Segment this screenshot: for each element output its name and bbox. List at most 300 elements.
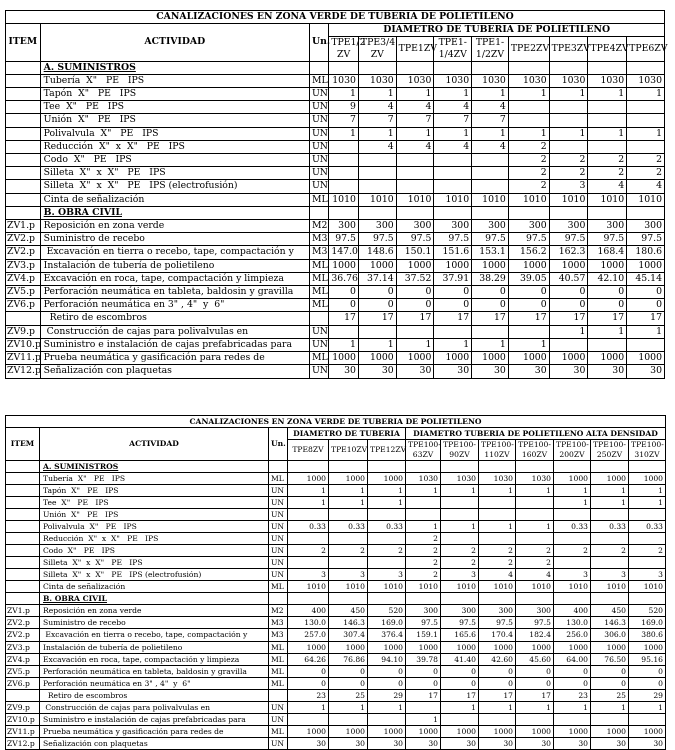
quantity-cell bbox=[472, 167, 509, 180]
quantity-cell: 300 bbox=[549, 220, 588, 233]
quantity-cell: 1010 bbox=[508, 193, 549, 206]
activity-desc: Cinta de señalización bbox=[40, 581, 269, 593]
quantity-cell: 0 bbox=[288, 665, 329, 677]
quantity-cell bbox=[516, 496, 554, 508]
quantity-cell: 1000 bbox=[554, 725, 591, 737]
quantity-cell: 17 bbox=[516, 689, 554, 701]
quantity-cell bbox=[406, 701, 441, 713]
quantity-cell: 41.40 bbox=[441, 653, 479, 665]
column-header: TPE12ZV bbox=[368, 440, 406, 461]
quantity-cell bbox=[441, 713, 479, 725]
quantity-cell: 30 bbox=[288, 737, 329, 749]
diameter-group-header: DIAMETRO DE TUBERIA bbox=[288, 428, 406, 440]
quantity-cell: 17 bbox=[406, 689, 441, 701]
quantity-cell: 64.26 bbox=[288, 653, 329, 665]
quantity-cell: 2 bbox=[441, 545, 479, 557]
table-row bbox=[6, 246, 665, 259]
table-row bbox=[6, 101, 665, 114]
quantity-cell: 45.14 bbox=[627, 272, 665, 285]
quantity-cell bbox=[554, 460, 591, 472]
table-row bbox=[6, 629, 666, 641]
quantity-cell: 1000 bbox=[329, 472, 368, 484]
quantity-cell: 0 bbox=[549, 299, 588, 312]
quantity-cell bbox=[329, 180, 359, 193]
quantity-cell: 1 bbox=[627, 88, 665, 101]
item-code bbox=[6, 521, 40, 533]
unit-cell: UN bbox=[269, 533, 288, 545]
quantity-cell: 30 bbox=[554, 737, 591, 749]
quantity-cell: 1000 bbox=[479, 641, 516, 653]
quantity-cell: 2 bbox=[508, 167, 549, 180]
quantity-cell: 30 bbox=[329, 737, 368, 749]
quantity-cell bbox=[368, 509, 406, 521]
table-row bbox=[6, 557, 666, 569]
quantity-cell: 180.6 bbox=[627, 246, 665, 259]
quantity-cell: 25 bbox=[591, 689, 629, 701]
quantity-cell: 1010 bbox=[627, 193, 665, 206]
quantity-cell bbox=[588, 338, 627, 351]
item-code: ZV2.p bbox=[6, 233, 41, 246]
quantity-cell bbox=[479, 713, 516, 725]
quantity-cell: 1 bbox=[549, 325, 588, 338]
table-row bbox=[6, 545, 666, 557]
quantity-cell: 380.6 bbox=[629, 629, 666, 641]
quantity-cell: 1 bbox=[368, 496, 406, 508]
quantity-cell bbox=[358, 325, 396, 338]
quantity-cell: 97.5 bbox=[508, 233, 549, 246]
quantity-cell: 1 bbox=[441, 701, 479, 713]
quantity-cell: 1 bbox=[288, 701, 329, 713]
table-row bbox=[6, 472, 666, 484]
quantity-cell: 36.76 bbox=[329, 272, 359, 285]
table-title: CANALIZACIONES EN ZONA VERDE DE TUBERIA DE POLIETILENO bbox=[6, 11, 665, 24]
quantity-cell: 2 bbox=[508, 180, 549, 193]
quantity-cell bbox=[329, 533, 368, 545]
quantity-cell: 0 bbox=[288, 677, 329, 689]
quantity-cell: 306.0 bbox=[591, 629, 629, 641]
quantity-cell: 1 bbox=[472, 338, 509, 351]
quantity-cell: 4 bbox=[434, 140, 472, 153]
quantity-cell bbox=[406, 496, 441, 508]
quantity-cell: 130.0 bbox=[554, 617, 591, 629]
table-row bbox=[6, 140, 665, 153]
quantity-cell: 300 bbox=[358, 220, 396, 233]
quantity-cell: 2 bbox=[406, 569, 441, 581]
quantity-cell: 1010 bbox=[396, 193, 434, 206]
quantity-cell: 2 bbox=[406, 545, 441, 557]
quantity-cell bbox=[591, 593, 629, 605]
unit-cell: UN bbox=[309, 114, 328, 127]
unit-cell: M3 bbox=[309, 246, 328, 259]
unit-cell: ML bbox=[309, 352, 328, 365]
quantity-cell: 1000 bbox=[406, 641, 441, 653]
quantity-cell bbox=[554, 509, 591, 521]
unit-cell: ML bbox=[269, 725, 288, 737]
unit-cell bbox=[309, 312, 328, 325]
column-header: TPE1- 1/4ZV bbox=[434, 37, 472, 61]
unit-cell bbox=[269, 689, 288, 701]
quantity-cell bbox=[288, 713, 329, 725]
quantity-cell: 17 bbox=[588, 312, 627, 325]
quantity-cell: 1030 bbox=[406, 472, 441, 484]
quantity-cell: 30 bbox=[434, 365, 472, 378]
quantity-cell: 1000 bbox=[368, 641, 406, 653]
quantity-cell: 1 bbox=[329, 338, 359, 351]
quantity-cell: 1 bbox=[329, 701, 368, 713]
table-row bbox=[6, 713, 666, 725]
unit-header: Un. bbox=[309, 24, 328, 61]
quantity-cell: 1000 bbox=[549, 352, 588, 365]
quantity-cell bbox=[441, 509, 479, 521]
quantity-cell: 1 bbox=[554, 484, 591, 496]
quantity-cell: 2 bbox=[368, 545, 406, 557]
quantity-cell: 147.0 bbox=[329, 246, 359, 259]
quantity-cell: 1 bbox=[441, 521, 479, 533]
quantity-cell bbox=[479, 533, 516, 545]
quantity-cell: 1010 bbox=[329, 581, 368, 593]
activity-desc: Suministro de recebo bbox=[40, 617, 269, 629]
quantity-cell bbox=[588, 101, 627, 114]
quantity-cell bbox=[479, 496, 516, 508]
table-row bbox=[6, 154, 665, 167]
table-row bbox=[6, 617, 666, 629]
quantity-cell: 0.33 bbox=[329, 521, 368, 533]
quantity-cell: 450 bbox=[591, 605, 629, 617]
quantity-cell bbox=[549, 338, 588, 351]
activity-desc: Perforación neumática en 3" , 4" y 6" bbox=[40, 677, 269, 689]
table-row bbox=[6, 725, 666, 737]
quantity-cell bbox=[508, 101, 549, 114]
quantity-cell: 1010 bbox=[434, 193, 472, 206]
quantity-cell: 1 bbox=[479, 484, 516, 496]
quantity-cell: 39.78 bbox=[406, 653, 441, 665]
activity-desc: Perforación neumática en tableta, baldosin y gravilla bbox=[40, 665, 269, 677]
quantity-cell: 300 bbox=[588, 220, 627, 233]
quantity-cell: 1 bbox=[396, 127, 434, 140]
quantity-cell: 30 bbox=[516, 737, 554, 749]
quantity-cell: 1 bbox=[329, 496, 368, 508]
quantity-cell: 300 bbox=[396, 220, 434, 233]
quantity-cell: 1000 bbox=[368, 472, 406, 484]
quantity-cell: 97.5 bbox=[358, 233, 396, 246]
quantity-cell: 2 bbox=[406, 557, 441, 569]
unit-cell: UN bbox=[269, 521, 288, 533]
quantity-cell: 2 bbox=[479, 557, 516, 569]
quantity-cell: 30 bbox=[591, 737, 629, 749]
quantity-cell bbox=[472, 61, 509, 74]
table-row bbox=[6, 272, 665, 285]
quantity-cell: 1 bbox=[591, 484, 629, 496]
quantity-cell: 1000 bbox=[329, 641, 368, 653]
quantity-cell: 4 bbox=[434, 101, 472, 114]
quantity-cell: 0 bbox=[329, 286, 359, 299]
quantity-cell: 97.5 bbox=[441, 617, 479, 629]
quantity-cell bbox=[627, 61, 665, 74]
quantity-cell: 0 bbox=[441, 677, 479, 689]
quantity-cell bbox=[479, 460, 516, 472]
quantity-cell bbox=[472, 180, 509, 193]
quantity-cell: 0.33 bbox=[368, 521, 406, 533]
activity-desc: Excavación en tierra o recebo, tape, compactación y bbox=[40, 629, 269, 641]
quantity-cell: 2 bbox=[591, 545, 629, 557]
quantity-cell: 17 bbox=[627, 312, 665, 325]
quantity-cell: 182.4 bbox=[516, 629, 554, 641]
column-header: TPE1/2 ZV bbox=[329, 37, 359, 61]
quantity-cell: 4 bbox=[588, 180, 627, 193]
item-code: ZV3.p bbox=[6, 259, 41, 272]
quantity-cell: 307.4 bbox=[329, 629, 368, 641]
quantity-cell: 300 bbox=[406, 605, 441, 617]
quantity-cell: 1 bbox=[629, 701, 666, 713]
quantity-cell: 38.29 bbox=[472, 272, 509, 285]
quantity-cell: 450 bbox=[329, 605, 368, 617]
quantity-cell bbox=[629, 557, 666, 569]
item-code bbox=[6, 193, 41, 206]
activity-desc: Retiro de escombros bbox=[40, 689, 269, 701]
column-header: TPE100- 310ZV bbox=[629, 440, 666, 461]
quantity-cell: 0 bbox=[434, 286, 472, 299]
quantity-cell: 0 bbox=[591, 677, 629, 689]
unit-cell: M3 bbox=[309, 233, 328, 246]
quantity-cell: 2 bbox=[627, 167, 665, 180]
quantity-cell: 97.5 bbox=[516, 617, 554, 629]
quantity-cell bbox=[549, 114, 588, 127]
activity-desc: Excavación en roca, tape, compactación y limpieza bbox=[40, 653, 269, 665]
quantity-cell bbox=[329, 325, 359, 338]
quantity-cell: 7 bbox=[472, 114, 509, 127]
quantity-cell: 0.33 bbox=[629, 521, 666, 533]
unit-cell: UN bbox=[269, 737, 288, 749]
quantity-cell: 1000 bbox=[358, 352, 396, 365]
section-title: B. OBRA CIVIL bbox=[40, 206, 309, 219]
unit-cell: ML bbox=[269, 581, 288, 593]
activity-desc: Cinta de señalización bbox=[40, 193, 309, 206]
quantity-cell: 37.14 bbox=[358, 272, 396, 285]
activity-desc: Señalización con plaquetas bbox=[40, 365, 309, 378]
quantity-cell: 1 bbox=[358, 127, 396, 140]
section-title: A. SUMINISTROS bbox=[40, 460, 269, 472]
quantity-cell bbox=[406, 593, 441, 605]
activity-desc: Tapón X" PE IPS bbox=[40, 484, 269, 496]
item-code: ZV2.p bbox=[6, 629, 40, 641]
section-title: A. SUMINISTROS bbox=[40, 61, 309, 74]
quantity-cell: 1 bbox=[288, 484, 329, 496]
quantity-cell: 1 bbox=[591, 496, 629, 508]
section-title: B. OBRA CIVIL bbox=[40, 593, 269, 605]
quantity-cell: 400 bbox=[288, 605, 329, 617]
quantity-cell: 30 bbox=[627, 365, 665, 378]
quantity-cell: 1000 bbox=[329, 259, 359, 272]
quantity-cell: 165.6 bbox=[441, 629, 479, 641]
quantity-cell: 1030 bbox=[479, 472, 516, 484]
table-row bbox=[6, 127, 665, 140]
item-code: ZV5.p bbox=[6, 665, 40, 677]
quantity-cell: 1000 bbox=[591, 472, 629, 484]
quantity-cell: 2 bbox=[288, 545, 329, 557]
item-code bbox=[6, 581, 40, 593]
table-row bbox=[6, 701, 666, 713]
unit-cell: ML bbox=[269, 665, 288, 677]
table-row bbox=[6, 312, 665, 325]
quantity-cell: 1030 bbox=[588, 74, 627, 87]
quantity-cell: 37.91 bbox=[434, 272, 472, 285]
item-code bbox=[6, 167, 41, 180]
quantity-cell: 25 bbox=[329, 689, 368, 701]
quantity-cell: 95.16 bbox=[629, 653, 666, 665]
item-code: ZV2.p bbox=[6, 246, 41, 259]
quantity-cell: 4 bbox=[358, 101, 396, 114]
quantity-cell: 30 bbox=[479, 737, 516, 749]
quantity-cell: 1 bbox=[629, 484, 666, 496]
item-code: ZV3.p bbox=[6, 641, 40, 653]
unit-cell: UN bbox=[269, 509, 288, 521]
quantity-cell: 1 bbox=[591, 701, 629, 713]
activity-desc: Reducción X" x X" PE IPS bbox=[40, 533, 269, 545]
quantity-cell: 0 bbox=[472, 286, 509, 299]
quantity-cell: 0 bbox=[472, 299, 509, 312]
unit-cell: ML bbox=[269, 641, 288, 653]
section-row bbox=[6, 593, 666, 605]
quantity-cell: 1030 bbox=[508, 74, 549, 87]
quantity-cell: 17 bbox=[479, 689, 516, 701]
quantity-cell: 146.3 bbox=[329, 617, 368, 629]
quantity-cell: 30 bbox=[441, 737, 479, 749]
section-row bbox=[6, 460, 666, 472]
quantity-cell bbox=[441, 593, 479, 605]
quantity-cell: 3 bbox=[591, 569, 629, 581]
item-code bbox=[6, 557, 40, 569]
quantity-cell: 1 bbox=[329, 484, 368, 496]
item-code bbox=[6, 206, 41, 219]
quantity-cell bbox=[368, 593, 406, 605]
quantity-cell: 1000 bbox=[396, 352, 434, 365]
quantity-cell bbox=[629, 713, 666, 725]
quantity-cell bbox=[591, 557, 629, 569]
hdpe-group-header: DIAMETRO TUBERIA DE POLIETILENO ALTA DENSIDAD bbox=[406, 428, 666, 440]
quantity-cell: 1000 bbox=[627, 259, 665, 272]
table-row bbox=[6, 325, 665, 338]
activity-desc: Polivalvula X" PE IPS bbox=[40, 521, 269, 533]
quantity-cell: 40.57 bbox=[549, 272, 588, 285]
quantity-cell: 1 bbox=[588, 88, 627, 101]
quantity-cell: 170.4 bbox=[479, 629, 516, 641]
column-header: TPE10ZV bbox=[329, 440, 368, 461]
table-row bbox=[6, 299, 665, 312]
quantity-cell: 257.0 bbox=[288, 629, 329, 641]
quantity-cell bbox=[396, 154, 434, 167]
quantity-cell bbox=[627, 114, 665, 127]
item-code bbox=[6, 460, 40, 472]
quantity-cell: 2 bbox=[627, 154, 665, 167]
quantity-cell bbox=[472, 206, 509, 219]
item-code bbox=[6, 140, 41, 153]
column-header: TPE100- 63ZV bbox=[406, 440, 441, 461]
table-row bbox=[6, 569, 666, 581]
table-row bbox=[6, 533, 666, 545]
activity-desc: Codo X" PE IPS bbox=[40, 154, 309, 167]
unit-cell: UN bbox=[269, 713, 288, 725]
quantity-cell: 0 bbox=[329, 677, 368, 689]
quantity-cell: 17 bbox=[508, 312, 549, 325]
quantity-cell bbox=[358, 61, 396, 74]
quantity-cell: 1 bbox=[508, 88, 549, 101]
quantity-cell: 0 bbox=[591, 665, 629, 677]
unit-cell: M3 bbox=[269, 617, 288, 629]
unit-cell: ML bbox=[309, 299, 328, 312]
activity-header: ACTIVIDAD bbox=[40, 24, 309, 61]
item-code: ZV12.p bbox=[7, 365, 41, 377]
item-code: ZV11.p bbox=[6, 725, 40, 737]
quantity-cell: 159.1 bbox=[406, 629, 441, 641]
quantity-cell: 39.05 bbox=[508, 272, 549, 285]
item-code bbox=[6, 74, 41, 87]
quantity-cell: 3 bbox=[554, 569, 591, 581]
quantity-cell: 520 bbox=[368, 605, 406, 617]
quantity-cell bbox=[629, 509, 666, 521]
quantity-cell bbox=[329, 61, 359, 74]
item-code: ZV11.p bbox=[7, 352, 41, 364]
quantity-cell: 76.86 bbox=[329, 653, 368, 665]
unit-cell: ML bbox=[309, 259, 328, 272]
quantity-cell: 1 bbox=[508, 338, 549, 351]
activity-desc: Instalación de tubería de polietileno bbox=[40, 641, 269, 653]
activity-desc: Silleta X" x X" PE IPS bbox=[40, 167, 309, 180]
quantity-cell: 2 bbox=[406, 533, 441, 545]
quantity-cell bbox=[508, 206, 549, 219]
activity-desc: Codo X" PE IPS bbox=[40, 545, 269, 557]
quantity-cell: 1 bbox=[508, 127, 549, 140]
quantity-cell: 30 bbox=[368, 737, 406, 749]
quantity-cell: 42.10 bbox=[588, 272, 627, 285]
quantity-cell bbox=[588, 140, 627, 153]
unit-cell: M3 bbox=[269, 629, 288, 641]
quantity-cell: 97.5 bbox=[479, 617, 516, 629]
item-code bbox=[6, 545, 40, 557]
quantity-cell bbox=[629, 460, 666, 472]
table-title: CANALIZACIONES EN ZONA VERDE DE TUBERIA DE POLIETILENO bbox=[6, 416, 666, 428]
quantity-cell: 1000 bbox=[434, 259, 472, 272]
quantity-cell: 300 bbox=[441, 605, 479, 617]
unit-cell: UN bbox=[309, 167, 328, 180]
item-code: ZV9.p bbox=[6, 325, 41, 338]
quantity-cell bbox=[516, 533, 554, 545]
quantity-cell: 1 bbox=[329, 127, 359, 140]
quantity-cell: 156.2 bbox=[508, 246, 549, 259]
quantity-cell: 0 bbox=[588, 286, 627, 299]
quantity-cell: 1030 bbox=[434, 74, 472, 87]
activity-desc: Silleta X" x X" PE IPS (electrofusión) bbox=[40, 569, 269, 581]
quantity-cell: 1000 bbox=[549, 259, 588, 272]
unit-cell: ML bbox=[269, 472, 288, 484]
quantity-cell bbox=[288, 509, 329, 521]
quantity-cell: 1 bbox=[627, 127, 665, 140]
quantity-cell: 1000 bbox=[629, 472, 666, 484]
quantity-cell bbox=[629, 593, 666, 605]
table-row bbox=[6, 365, 665, 378]
quantity-cell: 1 bbox=[516, 521, 554, 533]
quantity-cell bbox=[434, 206, 472, 219]
quantity-cell: 0 bbox=[441, 665, 479, 677]
quantity-cell: 2 bbox=[549, 154, 588, 167]
quantity-cell: 0 bbox=[554, 677, 591, 689]
quantity-cell: 30 bbox=[358, 365, 396, 378]
quantity-cell bbox=[508, 61, 549, 74]
activity-desc: Reposición en zona verde bbox=[40, 220, 309, 233]
activity-desc: Tubería X" PE IPS bbox=[40, 472, 269, 484]
quantity-cell: 9 bbox=[329, 101, 359, 114]
quantity-cell: 3 bbox=[629, 569, 666, 581]
quantity-cell: 2 bbox=[516, 545, 554, 557]
